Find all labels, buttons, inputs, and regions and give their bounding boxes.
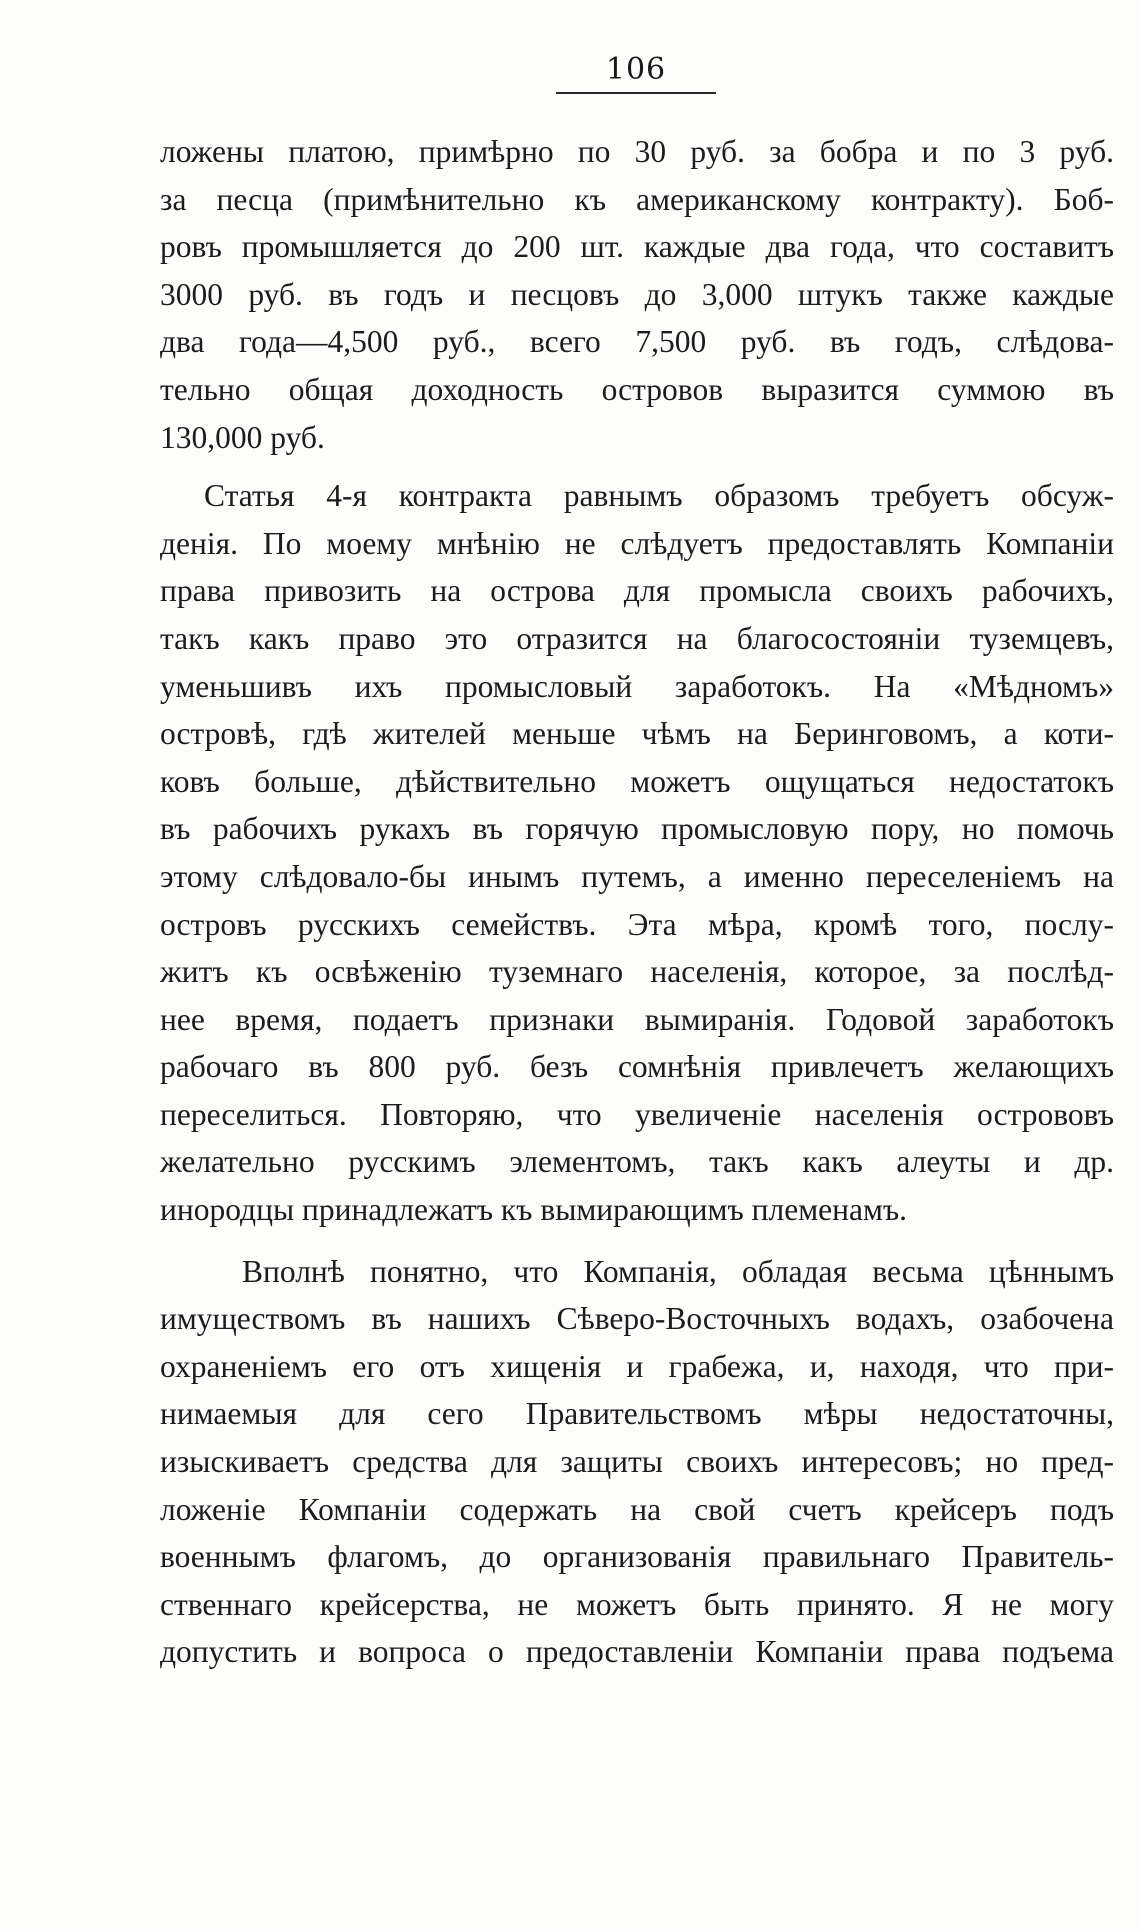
text-line: военнымъ флагомъ, до организованія правильнаго Правитель- <box>160 1539 1114 1575</box>
text-line: нее время, подаетъ признаки вымиранія. Годовой заработокъ <box>160 1001 1114 1037</box>
paragraph <box>160 1248 1114 1676</box>
text-line: нимаемыя для сего Правительствомъ мѣры недостаточны, <box>160 1396 1114 1432</box>
text-line: имуществомъ въ нашихъ Сѣверо-Восточныхъ водахъ, озабочена <box>160 1301 1114 1337</box>
text-line: островѣ, гдѣ жителей меньше чѣмъ на Беринговомъ, а коти- <box>160 716 1114 752</box>
page-number-rule <box>556 92 716 94</box>
text-line: житъ къ освѣженію туземнаго населенія, которое, за послѣд- <box>160 954 1114 990</box>
text-line: инородцы принадлежатъ къ вымирающимъ племенамъ. <box>160 1192 908 1228</box>
text-line: Вполнѣ понятно, что Компанія, обладая весьма цѣннымъ <box>242 1253 1114 1289</box>
text-line: тельно общая доходность островов выразится суммою въ <box>160 371 1114 407</box>
text-line: переселиться. Повторяю, что увеличеніе населенія острововъ <box>160 1096 1114 1132</box>
text-line: желательно русскимъ элементомъ, такъ какъ алеуты и др. <box>160 1144 1114 1180</box>
text-line: 3000 руб. въ годъ и песцовъ до 3,000 штукъ также каждые <box>160 276 1114 312</box>
text-line: допустить и вопроса о предоставленіи Компаніи права подъема <box>160 1634 1114 1670</box>
text-line: 130,000 руб. <box>160 419 325 455</box>
text-line: охраненіемъ его отъ хищенія и грабежа, и, находя, что при- <box>160 1348 1114 1384</box>
text-line: островъ русскихъ семействъ. Эта мѣра, кромѣ того, послу- <box>160 906 1114 942</box>
text-line: ложеніе Компаніи содержать на свой счетъ крейсеръ подъ <box>160 1491 1114 1527</box>
text-line: ственнаго крейсерства, не можетъ быть принято. Я не могу <box>160 1586 1114 1622</box>
text-line: ковъ больше, дѣйствительно можетъ ощущаться недостатокъ <box>160 763 1114 799</box>
paragraph <box>160 472 1114 1234</box>
text-line: изыскиваетъ средства для защиты своихъ интересовъ; но пред- <box>160 1444 1114 1480</box>
text-line: рабочаго въ 800 руб. безъ сомнѣнія привлечетъ желающихъ <box>160 1049 1114 1085</box>
text-line: такъ какъ право это отразится на благосостояніи туземцевъ, <box>160 620 1114 656</box>
page-number: 106 <box>605 52 667 87</box>
text-line: за песца (примѣнительно къ американскому контракту). Боб- <box>160 181 1114 217</box>
text-line: уменьшивъ ихъ промысловый заработокъ. На «Мѣдномъ» <box>160 668 1114 704</box>
text-line: ровъ промышляется до 200 шт. каждые два года, что составитъ <box>160 229 1114 265</box>
text-line: въ рабочихъ рукахъ въ горячую промысловую пору, но помочь <box>160 811 1114 847</box>
paragraph <box>160 128 1114 461</box>
text-line: ложены платою, примѣрно по 30 руб. за бобра и по 3 руб. <box>160 134 1114 169</box>
body-text <box>160 128 1114 1676</box>
text-line: два года—4,500 руб., всего 7,500 руб. въ годъ, слѣдова- <box>160 324 1114 360</box>
text-line: права привозить на острова для промысла своихъ рабочихъ, <box>160 573 1114 609</box>
text-line: Статья 4-я контракта равнымъ образомъ требуетъ обсуж- <box>204 478 1114 514</box>
text-line: этому слѣдовало-бы инымъ путемъ, а именно переселеніемъ на <box>160 858 1114 894</box>
text-line: денія. По моему мнѣнію не слѣдуетъ предоставлять Компаніи <box>160 525 1114 561</box>
